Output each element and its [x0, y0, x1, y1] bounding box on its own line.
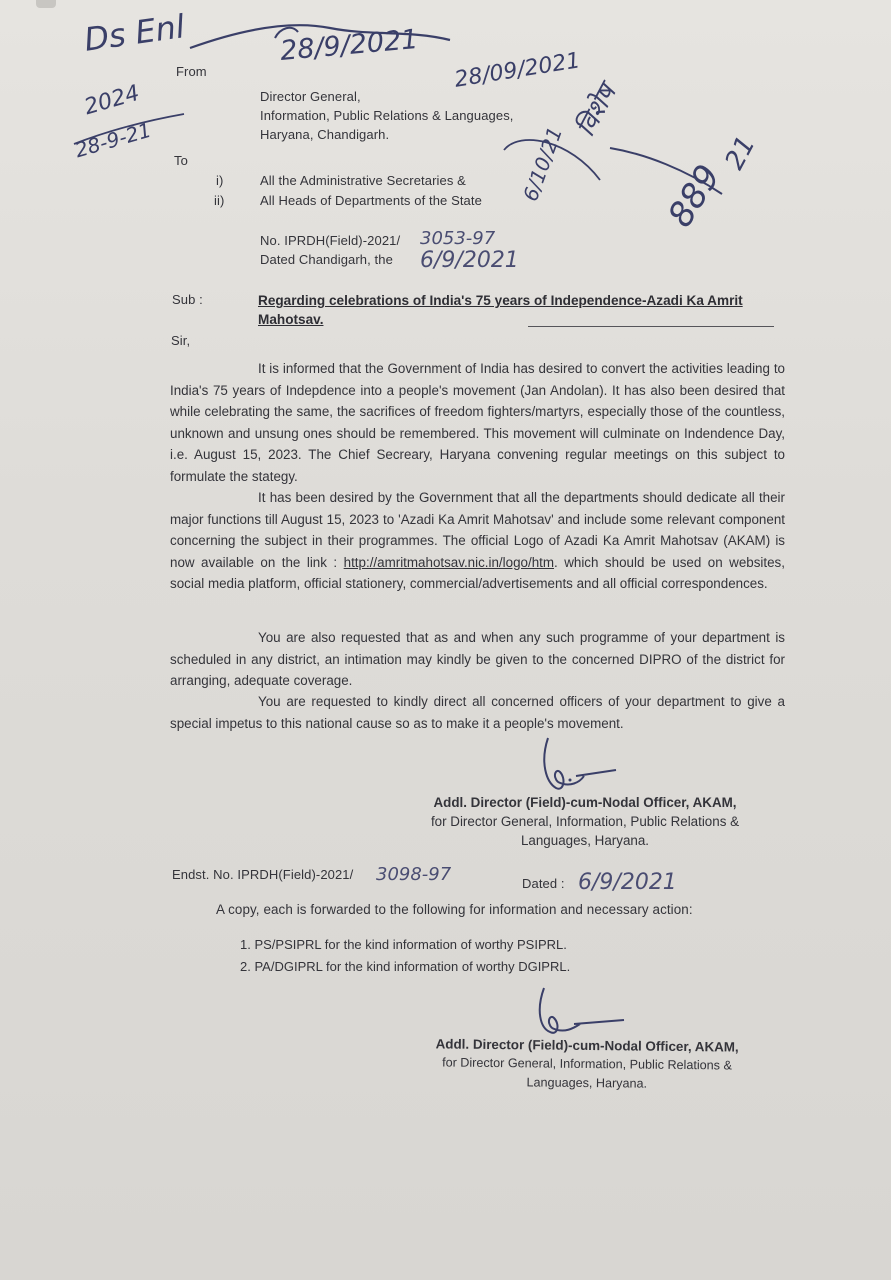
- margin-extra: 21: [719, 131, 762, 175]
- margin-strike: [606, 140, 726, 200]
- body-paragraph-1: [170, 358, 785, 487]
- body-paragraph-3: [170, 627, 785, 692]
- body-paragraph-2: [170, 487, 785, 595]
- handwritten-top-date: 28/9/2021: [278, 24, 420, 67]
- side-note-loop: [500, 120, 610, 200]
- recipient-1: All the Administrative Secretaries &: [260, 173, 466, 188]
- copy-item-2-text: PA/DGIPRL for the kind information of worthy DGIPRL.: [254, 959, 571, 974]
- body-paragraph-4-text: You are requested to kindly direct all concerned officers of your department to give a special impetus to this national cause so as to make it a people's movement.: [170, 694, 785, 731]
- copy-item-1-text: PS/PSIPRL for the kind information of worthy PSIPRL.: [254, 937, 567, 952]
- body-paragraph-3-text: You are also requested that as and when any such programme of your department is scheduled in any district, an intimation may kindly be given to the concerned DIPRO of the district for arranging, adequate coverage.: [170, 630, 785, 688]
- salutation: Sir,: [171, 333, 191, 348]
- side-note-hindi: विशेष: [570, 80, 623, 142]
- signature-2-line-2: for Director General, Information, Public Relations &: [442, 1055, 732, 1073]
- recipient-1-number: i): [216, 173, 224, 188]
- sender-line-2: Information, Public Relations & Languages,: [260, 108, 514, 123]
- reference-number-label: No. IPRDH(Field)-2021/: [260, 233, 401, 248]
- margin-number: 889: [660, 157, 729, 235]
- subject-label: Sub :: [172, 292, 203, 307]
- endorsement-dated-label: Dated :: [522, 876, 565, 891]
- recipient-2: All Heads of Departments of the State: [260, 193, 482, 208]
- receipt-date: 28-9-21: [72, 117, 154, 163]
- signature-2-title: Addl. Director (Field)-cum-Nodal Officer, AKAM,: [435, 1036, 739, 1055]
- recipient-2-number: ii): [214, 193, 225, 208]
- dated-label: Dated Chandigarh, the: [260, 252, 393, 267]
- signature-1-title: Addl. Director (Field)-cum-Nodal Officer, AKAM,: [433, 795, 737, 810]
- copy-item-2: [240, 956, 570, 978]
- endorsement-number-value: 3098-97: [376, 864, 452, 885]
- logo-link[interactable]: http://amritmahotsav.nic.in/logo/htm: [343, 554, 555, 570]
- side-note-date: 6/10/21: [518, 123, 568, 205]
- endorsement-intro: A copy, each is forwarded to the following for information and necessary action:: [216, 902, 693, 917]
- handwritten-top-left: Ds Enl: [81, 7, 188, 59]
- endorsement-number-label: Endst. No. IPRDH(Field)-2021/: [172, 867, 354, 882]
- body-paragraph-4: [170, 691, 785, 734]
- page-mark-top: [36, 0, 56, 8]
- copy-item-1: [240, 934, 570, 956]
- receipt-number: 2024: [81, 80, 143, 121]
- sender-line-1: Director General,: [260, 89, 361, 104]
- dated-value: 6/9/2021: [420, 248, 519, 273]
- handwritten-top-right-date: 28/09/2021: [452, 48, 582, 93]
- copy-item-1-number: 1.: [240, 937, 251, 952]
- signature-1: [536, 732, 626, 802]
- subject-rule: [528, 326, 774, 327]
- body-paragraph-2-text: It has been desired by the Government that all the departments should dedicate all their major functions till August 15, 2023 to 'Azadi Ka Amrit Mahotsav' and include some relevant component concerning the subject in their programmes. The official Logo of Azadi Ka Amrit Mahotsav (AKAM) is now available on the link :: [170, 490, 785, 570]
- body-paragraph-1-text: It is informed that the Government of India has desired to convert the activities leading to India's 75 years of Indepdence into a people's movement (Jan Andolan). It has also been desired that while celebrating the same, the sacrifices of freedom fighters/martyrs, especially those of the countless, unknown and unsung ones should be remembered. This movement will culminate on Indendence Day, i.e. August 15, 2023. The Chief Secreary, Haryana convening regular meetings on this subject to formulate the stategy.: [170, 361, 785, 484]
- signature-1-line-2: for Director General, Information, Public Relations &: [430, 814, 740, 829]
- signature-1-block: [390, 793, 780, 850]
- body-paragraph-2-tail: . which should be used on websites, social media platform, official stationery, commercial/advertisements and all official correspondences.: [170, 554, 785, 591]
- copy-item-2-number: 2.: [240, 959, 251, 974]
- reference-number-value: 3053-97: [420, 228, 496, 249]
- to-label: To: [174, 153, 188, 168]
- from-label: From: [176, 64, 207, 79]
- endorsement-dated-value: 6/9/2021: [578, 870, 677, 895]
- signature-2-block: [392, 1034, 783, 1095]
- signature-2-line-3: Languages, Haryana.: [526, 1075, 648, 1091]
- copy-list: [240, 934, 570, 978]
- sender-line-3: Haryana, Chandigarh.: [260, 127, 390, 142]
- signature-1-line-3: Languages, Haryana.: [520, 833, 650, 848]
- subject-text: Regarding celebrations of India's 75 years of Independence-Azadi Ka Amrit Mahotsav.: [258, 293, 743, 327]
